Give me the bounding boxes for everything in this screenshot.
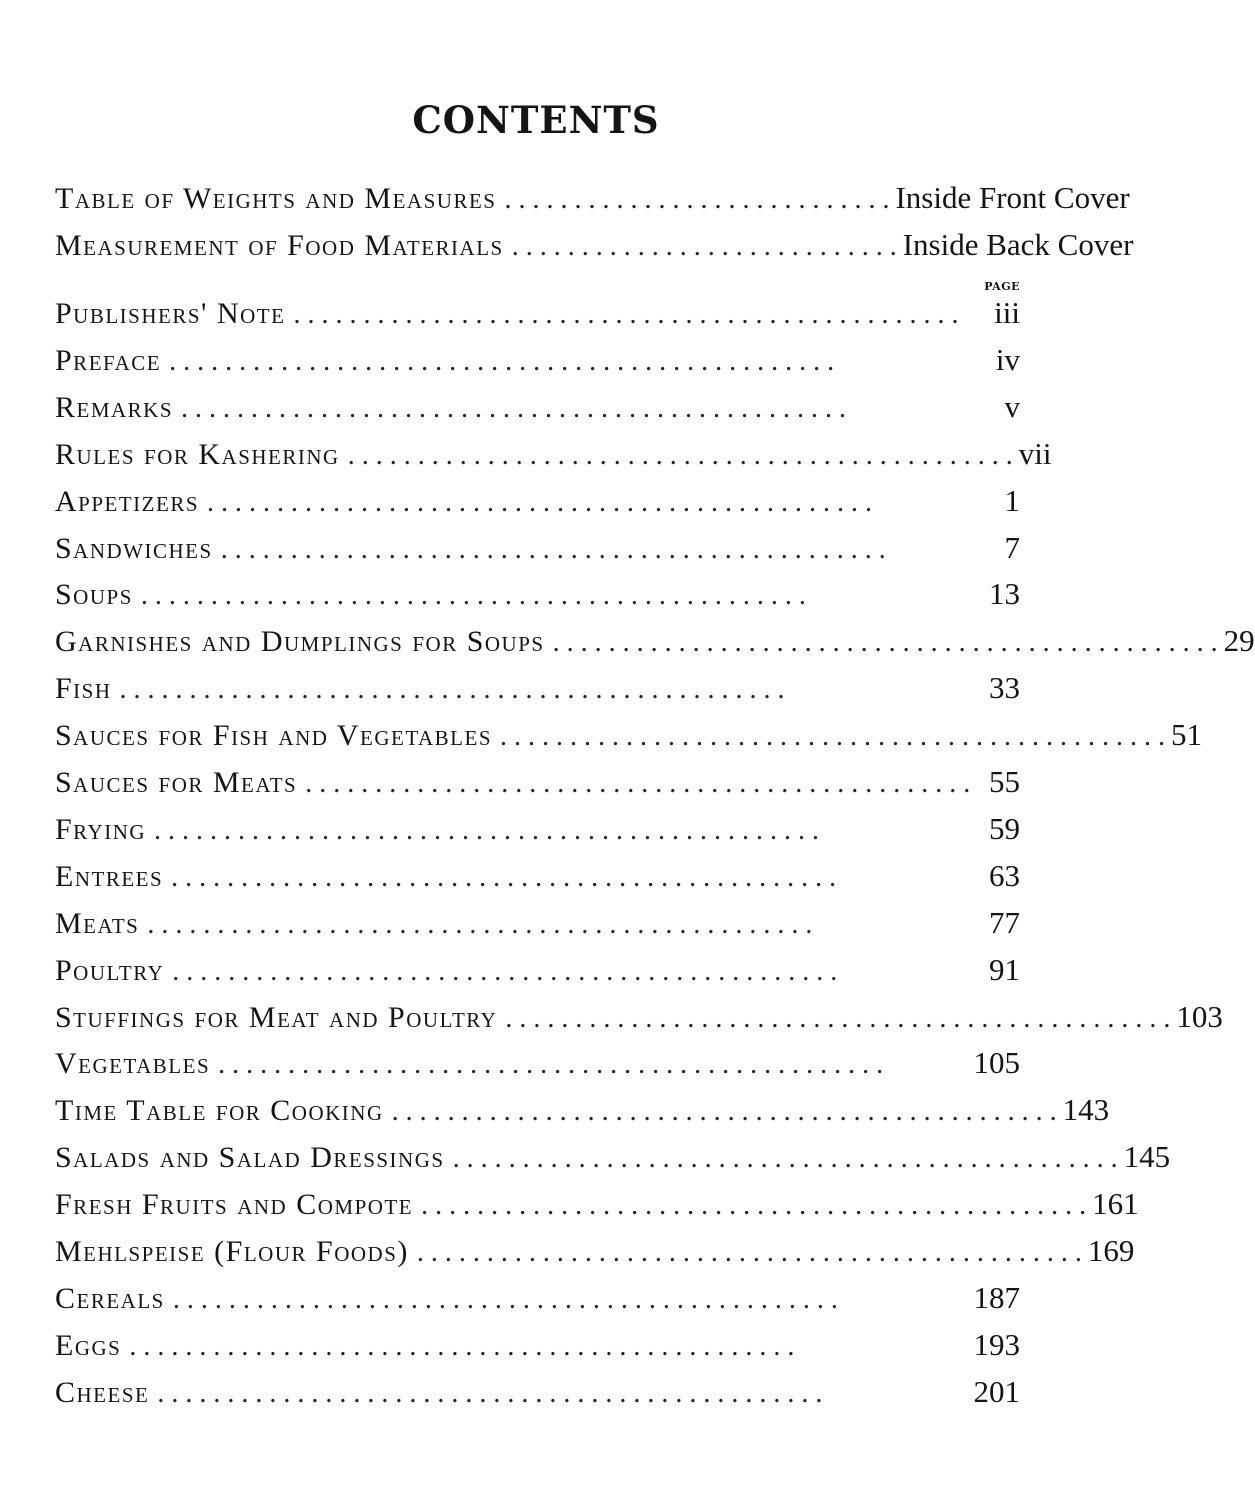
cover-location: Inside Back Cover: [902, 227, 1134, 262]
entry-title: Measurement of Food Materials: [55, 229, 504, 262]
dot-leader: . . . . . . . . . . . . . . . . . . . . . . . . . . . . . . . . . . . . . . . . . . . . . . . .: [220, 533, 886, 565]
dot-leader: . . . . . . . . . . . . . . . . . . . . . . . . . . . . . . . . . . . . . . . . . . . . . . . .: [391, 1096, 1057, 1128]
dot-leader: . . . . . . . . . . . . . . . . . . . . . . . . . . . . . . . . . . . . . . . . . . . . . . . .: [305, 768, 971, 799]
entry-page-number: vii: [1018, 435, 1052, 471]
toc-entry: [55, 1139, 1171, 1183]
toc-entry: [55, 811, 1020, 855]
page-title: CONTENTS: [412, 98, 660, 142]
toc-entry: [55, 905, 1020, 949]
cover-entry: [55, 180, 1130, 224]
dot-leader: . . . . . . . . . . . . . . . . . . . . . . . . . . . .: [504, 184, 890, 215]
toc-entry: [55, 858, 1020, 902]
entry-title: Publishers' Note: [55, 297, 286, 330]
toc-entry: [55, 530, 1020, 574]
toc-entry: [55, 764, 1020, 808]
entry-title: Time Table for Cooking: [55, 1094, 384, 1128]
dot-leader: . . . . . . . . . . . . . . . . . . . . . . . . . . . . . . . . . . . . . . . . . . . . . . . .: [421, 1190, 1087, 1222]
entry-page-number: 29: [1223, 623, 1255, 659]
entry-title: Cereals: [55, 1281, 165, 1315]
entry-title: Frying: [55, 812, 147, 846]
entry-page-number: 145: [1123, 1139, 1171, 1175]
dot-leader: . . . . . . . . . . . . . . . . . . . . . . . . . . . . . . . . . . . . . . . . . . . . . . . .: [452, 1143, 1118, 1175]
dot-leader: . . . . . . . . . . . . . . . . . . . . . . . . . . . . . . . . . . . . . . . . . . . . . . . .: [347, 439, 1013, 471]
dot-leader: . . . . . . . . . . . . . . . . . . . . . . . . . . . . . . . . . . . . . . . . . . . . . . . .: [169, 345, 835, 377]
entry-title: Mehlspeise (Flour Foods): [55, 1235, 409, 1268]
entry-page-number: v: [1004, 388, 1020, 424]
dot-leader: . . . . . . . . . . . . . . . . . . . . . . . . . . . .: [511, 231, 897, 262]
entry-page-number: 55: [989, 764, 1020, 799]
entry-page-number: iii: [994, 295, 1020, 330]
dot-leader: . . . . . . . . . . . . . . . . . . . . . . . . . . . . . . . . . . . . . . . . . . . . . . . .: [552, 627, 1218, 659]
toc-entry: [55, 1327, 1020, 1371]
toc-entry: [55, 998, 1223, 1043]
toc-entry: [55, 342, 1020, 386]
entry-title: Salads and Salad Dressings: [55, 1141, 445, 1175]
page-column-label: PAGE: [984, 280, 1020, 293]
dot-leader: . . . . . . . . . . . . . . . . . . . . . . . . . . . . . . . . . . . . . . . . . . . . . . . .: [140, 580, 806, 612]
entry-title: Cheese: [55, 1375, 150, 1409]
entry-title: Meats: [55, 906, 140, 940]
dot-leader: . . . . . . . . . . . . . . . . . . . . . . . . . . . . . . . . . . . . . . . . . . . . . . . .: [293, 299, 959, 330]
entry-title: Garnishes and Dumplings for Soups: [55, 625, 545, 659]
entry-page-number: 161: [1092, 1186, 1139, 1222]
entry-page-number: 33: [989, 670, 1020, 706]
entry-page-number: 103: [1176, 998, 1223, 1034]
entry-page-number: 51: [1171, 717, 1202, 753]
dot-leader: . . . . . . . . . . . . . . . . . . . . . . . . . . . . . . . . . . . . . . . . . . . . . . . .: [172, 955, 838, 987]
toc-entry: [55, 1374, 1020, 1418]
toc-entry: [55, 1280, 1020, 1324]
toc-entry: [55, 1092, 1110, 1136]
toc-entry: [55, 1186, 1139, 1230]
entry-page-number: 13: [989, 576, 1020, 612]
dot-leader: . . . . . . . . . . . . . . . . . . . . . . . . . . . . . . . . . . . . . . . . . . . . . . . .: [171, 861, 837, 893]
dot-leader: . . . . . . . . . . . . . . . . . . . . . . . . . . . . . . . . . . . . . . . . . . . . . . . .: [416, 1237, 1082, 1268]
entry-title: Remarks: [55, 390, 174, 424]
entry-title: Fresh Fruits and Compote: [55, 1188, 414, 1222]
toc-entry: [55, 670, 1020, 714]
dot-leader: . . . . . . . . . . . . . . . . . . . . . . . . . . . . . . . . . . . . . . . . . . . . . . . .: [500, 721, 1165, 753]
entry-title: Stuffings for Meat and Poultry: [55, 1000, 498, 1034]
entry-page-number: 59: [989, 810, 1020, 846]
entry-page-number: 91: [989, 951, 1020, 987]
toc-entry: [55, 717, 1202, 761]
dot-leader: . . . . . . . . . . . . . . . . . . . . . . . . . . . . . . . . . . . . . . . . . . . . . . . .: [207, 486, 873, 518]
entry-page-number: 187: [973, 1279, 1020, 1315]
entry-page-number: 143: [1062, 1092, 1110, 1128]
entry-title: Vegetables: [55, 1047, 211, 1081]
toc-entry: [55, 1045, 1020, 1089]
toc-entry: [55, 483, 1020, 527]
entry-page-number: 201: [973, 1373, 1020, 1409]
entry-title: Sauces for Meats: [55, 766, 298, 799]
toc-entry: [55, 435, 1052, 480]
entry-title: Fish: [55, 672, 112, 706]
toc-entry: [55, 295, 1020, 339]
dot-leader: . . . . . . . . . . . . . . . . . . . . . . . . . . . . . . . . . . . . . . . . . . . . . . . .: [157, 1377, 823, 1409]
entry-page-number: 7: [1004, 529, 1020, 565]
toc-entry: [55, 389, 1020, 433]
dot-leader: . . . . . . . . . . . . . . . . . . . . . . . . . . . . . . . . . . . . . . . . . . . . . . . .: [129, 1330, 795, 1362]
entry-title: Appetizers: [55, 484, 200, 518]
toc-entry: [55, 576, 1020, 620]
entry-page-number: 193: [973, 1326, 1020, 1362]
entry-page-number: 77: [989, 904, 1020, 940]
entry-title: Preface: [55, 343, 162, 377]
entry-title: Poultry: [55, 953, 165, 987]
entry-title: Table of Weights and Measures: [55, 182, 497, 215]
entry-page-number: 169: [1087, 1233, 1135, 1268]
dot-leader: . . . . . . . . . . . . . . . . . . . . . . . . . . . . . . . . . . . . . . . . . . . . . . . .: [218, 1049, 884, 1081]
dot-leader: . . . . . . . . . . . . . . . . . . . . . . . . . . . . . . . . . . . . . . . . . . . . . . . .: [505, 1002, 1171, 1034]
dot-leader: . . . . . . . . . . . . . . . . . . . . . . . . . . . . . . . . . . . . . . . . . . . . . . . .: [154, 814, 820, 846]
entry-title: Sandwiches: [55, 531, 213, 565]
entry-page-number: 105: [973, 1045, 1020, 1081]
entry-title: Sauces for Fish and Vegetables: [55, 719, 492, 753]
entry-title: Soups: [55, 578, 133, 612]
dot-leader: . . . . . . . . . . . . . . . . . . . . . . . . . . . . . . . . . . . . . . . . . . . . . . . .: [147, 908, 813, 940]
entry-page-number: 63: [989, 857, 1020, 893]
cover-location: Inside Front Cover: [895, 180, 1130, 215]
entry-title: Rules for Kashering: [55, 437, 340, 471]
entry-page-number: 1: [1004, 482, 1020, 518]
toc-entry: [55, 1233, 1135, 1277]
entry-title: Eggs: [55, 1328, 122, 1362]
dot-leader: . . . . . . . . . . . . . . . . . . . . . . . . . . . . . . . . . . . . . . . . . . . . . . . .: [172, 1283, 838, 1315]
entry-page-number: iv: [995, 341, 1020, 377]
toc-entry: [55, 952, 1020, 996]
entry-title: Entrees: [55, 859, 164, 893]
dot-leader: . . . . . . . . . . . . . . . . . . . . . . . . . . . . . . . . . . . . . . . . . . . . . . . .: [119, 674, 785, 706]
cover-entry: [55, 227, 1134, 271]
toc-entry: [55, 623, 1255, 667]
dot-leader: . . . . . . . . . . . . . . . . . . . . . . . . . . . . . . . . . . . . . . . . . . . . . . . .: [181, 392, 847, 424]
